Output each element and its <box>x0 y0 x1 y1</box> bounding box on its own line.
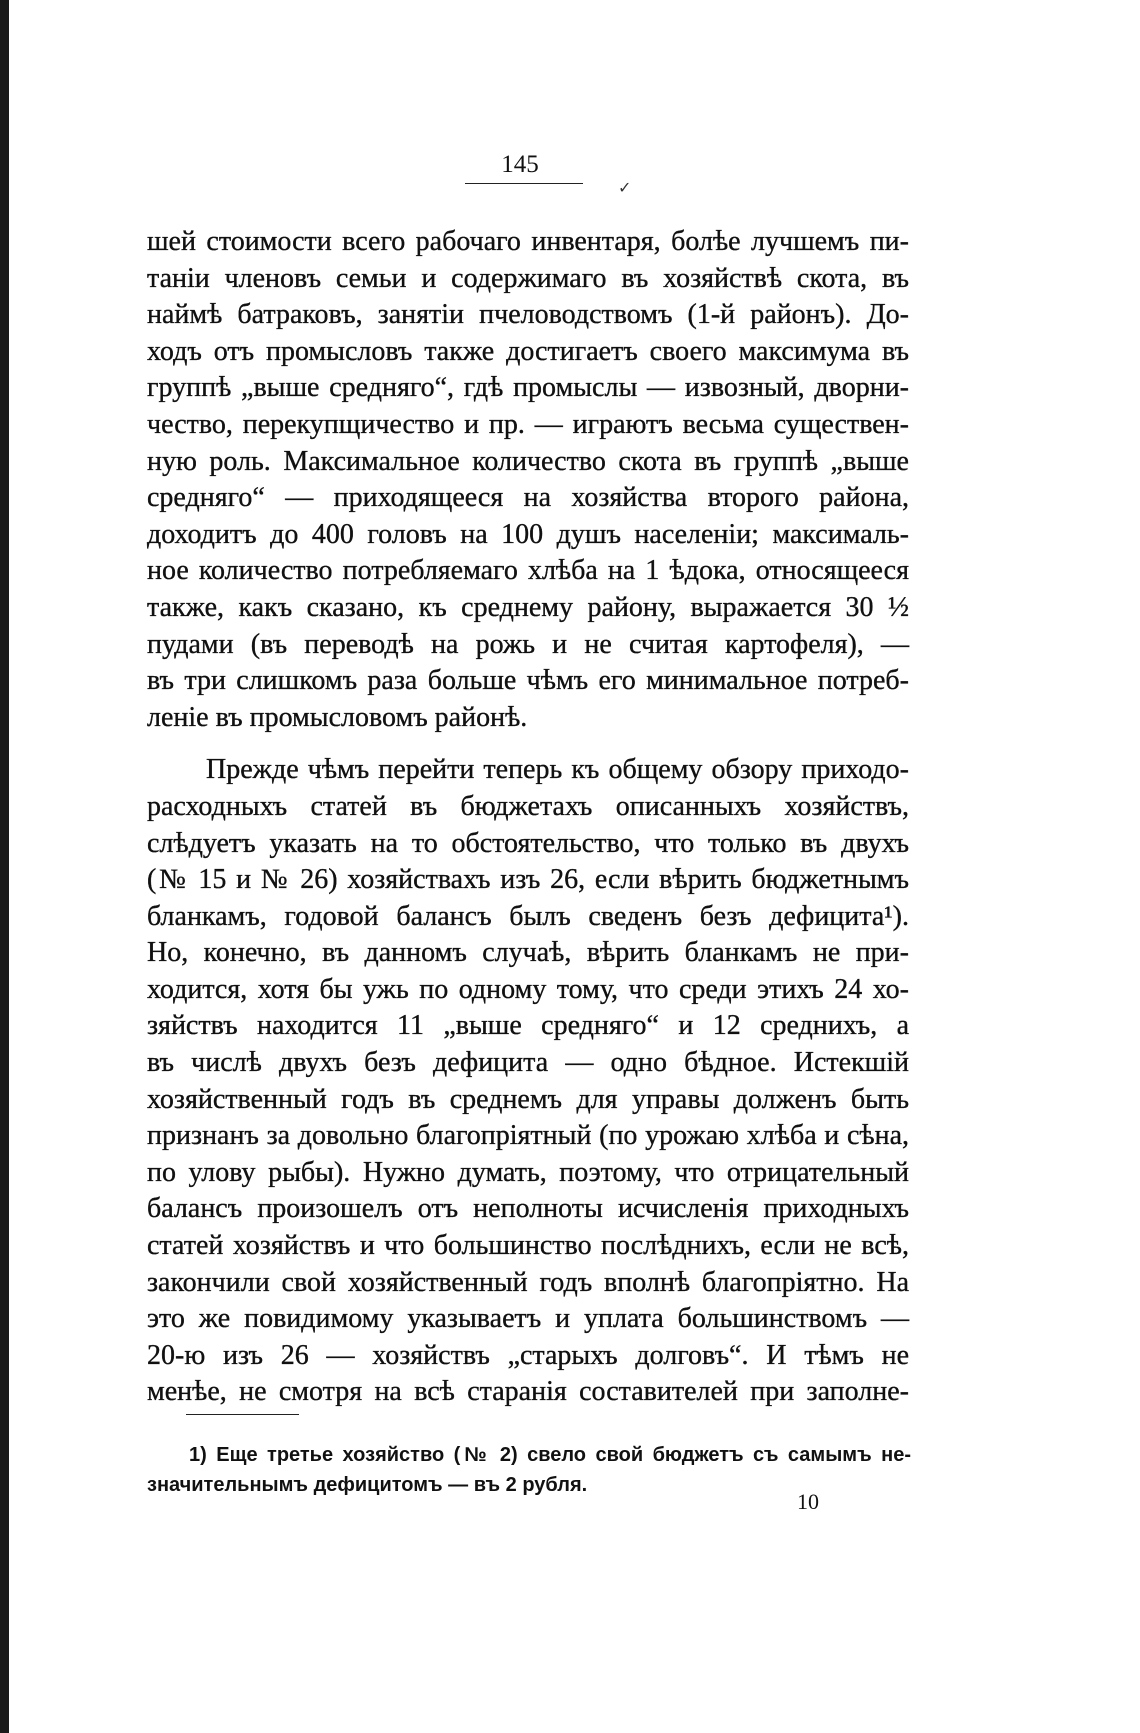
footnote-line: значительнымъ дефицитомъ — въ 2 рубля. <box>147 1474 588 1496</box>
text-line: ное количество потребляемаго хлѣба на 1 ѣдока, относящееся <box>147 555 909 587</box>
text-line: въ числѣ двухъ безъ дефицита — одно бѣдное. Истекшій <box>147 1047 909 1079</box>
text-line: Но, конечно, въ данномъ случаѣ, вѣрить бланкамъ не при- <box>147 937 909 969</box>
text-line: ходится, хотя бы ужь по одному тому, что среди этихъ 24 хо- <box>147 973 909 1005</box>
text-line: балансъ произошелъ отъ неполноты исчисленія приходныхъ <box>147 1193 909 1225</box>
text-line: наймѣ батраковъ, занятіи пчеловодствомъ (1-й районъ). До- <box>147 299 909 331</box>
text-line: расходныхъ статей въ бюджетахъ описанныхъ хозяйствъ, <box>147 790 909 822</box>
text-line: въ три слишкомъ раза больше чѣмъ его минимальное потреб- <box>147 665 909 697</box>
text-line: признанъ за довольно благопріятный (по урожаю хлѣба и сѣна, <box>147 1120 909 1152</box>
text-line: доходитъ до 400 головъ на 100 душъ населеніи; максималь- <box>147 518 909 550</box>
text-line: по улову рыбы). Нужно думать, поэтому, что отрицательный <box>147 1156 909 1188</box>
page-number: 145 <box>501 151 539 178</box>
text-line: леніе въ промысловомъ районѣ. <box>147 701 528 733</box>
text-line: менѣе, не смотря на всѣ старанія составителей при заполне- <box>147 1376 909 1408</box>
text-line: (№ 15 и № 26) хозяйствахъ изъ 26, если вѣрить бюджетнымъ <box>147 864 909 896</box>
text-line: средняго“ — приходящееся на хозяйства второго района, <box>147 482 909 514</box>
printer-signature-mark: 10 <box>797 1489 819 1514</box>
text-line: закончили свой хозяйственный годъ вполнѣ благопріятно. На <box>147 1266 909 1298</box>
text-line: Прежде чѣмъ перейти теперь къ общему обзору приходо- <box>206 754 909 786</box>
left-binding-edge <box>0 0 9 1733</box>
text-line: хозяйственный годъ въ среднемъ для управы долженъ быть <box>147 1083 909 1115</box>
page-number-rule <box>465 183 583 184</box>
text-line: зяйствъ находится 11 „выше средняго“ и 12 среднихъ, а <box>147 1010 909 1042</box>
text-line: это же повидимому указываетъ и уплата большинствомъ — <box>147 1303 909 1335</box>
text-line: чество, перекупщичество и пр. — играютъ весьма существен- <box>147 408 909 440</box>
text-line: группѣ „выше средняго“, гдѣ промыслы — извозный, дворни- <box>147 372 909 404</box>
text-line: шей стоимости всего рабочаго инвентаря, болѣе лучшемъ пи- <box>147 226 909 257</box>
text-line: слѣдуетъ указать на то обстоятельство, что только въ двухъ <box>147 827 909 859</box>
text-line: бланкамъ, годовой балансъ былъ сведенъ безъ дефицита¹). <box>147 900 909 932</box>
text-line: ходъ отъ промысловъ также достигаетъ своего максимума въ <box>147 335 909 367</box>
text-line: статей хозяйствъ и что большинство послѣднихъ, если не всѣ, <box>147 1230 909 1262</box>
text-line: 20-ю изъ 26 — хозяйствъ „старыхъ долговъ“. И тѣмъ не <box>147 1339 909 1371</box>
footnote-line: 1) Еще третье хозяйство (№ 2) свело свой бюджетъ съ самымъ не- <box>189 1444 911 1466</box>
pencil-tick-mark: ✓ <box>618 180 632 197</box>
paragraph-gap <box>147 736 909 752</box>
body-text <box>147 224 909 1411</box>
text-line: таніи членовъ семьи и содержимаго въ хозяйствѣ скота, въ <box>147 262 909 294</box>
text-line: также, какъ сказано, къ среднему району, выражается 30 ½ <box>147 591 909 623</box>
text-line: ную роль. Максимальное количество скота въ группѣ „выше <box>147 445 909 477</box>
text-line: пудами (въ переводѣ на рожь и не считая картофеля), — <box>147 628 909 660</box>
footnote-rule <box>186 1414 299 1415</box>
